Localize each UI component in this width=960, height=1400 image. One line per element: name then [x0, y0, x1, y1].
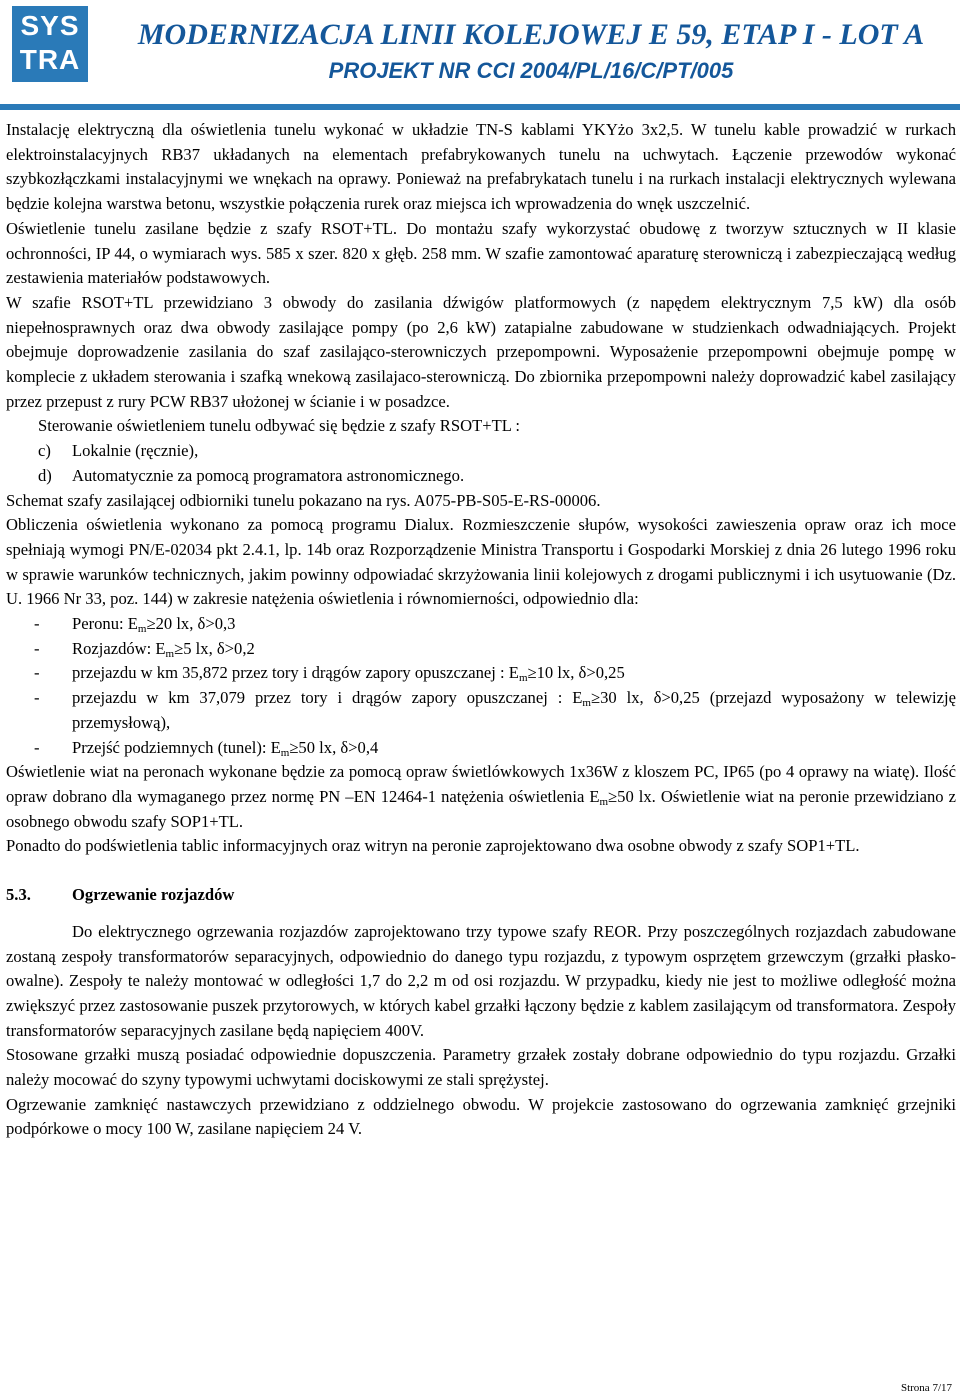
dash-text-sub: m [165, 647, 175, 660]
dash-marker: - [34, 737, 40, 757]
paragraph-calculations: Obliczenia oświetlenia wykonano za pomocą programu Dialux. Rozmieszczenie słupów, wysokości zawieszenia opraw oraz ich moce spełniają wymogi PN/E-02034 pkt 2.4.1, lp. 14b oraz Rozporządzenie Ministra Transportu i Gospodarki Morskiej z dnia 26 lutego 1996 roku w sprawie warunków technicznych, jakim powinny odpowiadać skrzyżowania linii kolejowych z drogami publicznymi i ich usytuowanie (Dz. U. 1966 Nr 33, poz. 144) w zakresie natężenia oświetlenia i równomierności, odpowiednio dla: [6, 515, 956, 609]
paragraph-switch-heating: Do elektrycznego ogrzewania rozjazdów zaprojektowano trzy typowe szafy REOR. Przy poszczególnych rozjazdach zabudowane zostaną zespoły transformatorów separacyjnych, odpowiednio do danego typu rozjazdu, z typowym osprzętem grzewczym (grzałki płasko-owalne). Zespoły te należy montować w odległości 1,7 do 2,2 m od osi rozjazdu. W przypadku, kiedy nie jest to możliwe odległość można zwiększyć przez zastosowanie puszek przytorowych, w których kabel grzałki łączony będzie z kablem zasilającym od transformatora. Zespoły transformatorów separacyjnych zasilane będą napięciem 400V. [6, 921, 956, 1040]
list-marker: d) [38, 465, 52, 485]
p7-pre: Oświetlenie wiat na peronach wykonane będzie za pomocą opraw świetlówkowych 1x36W z kloszem PC, IP65 (po 4 oprawy na wiatę). Ilość opraw dobrano dla wymaganego przez normę PN –EN 12464-1 natężenia oświetlenia E [6, 762, 956, 806]
paragraph-cabinet: Oświetlenie tunelu zasilane będzie z szafy RSOT+TL. Do montażu szafy wykorzystać obudowę z tworzyw sztucznych w II klasie ochronności, IP 44, o wymiarach wys. 585 x szer. 820 x głęb. 258 mm. W szafie zamontować aparaturę sterowniczą i zabezpieczającą według zestawienia materiałów podstawowych. [6, 218, 956, 288]
dash-text-sub: m [582, 697, 591, 710]
section-title: Ogrzewanie rozjazdów [72, 885, 235, 905]
list-item [6, 464, 956, 489]
dash-text-pre: Peronu: E [72, 614, 138, 634]
section-number: 5.3. [6, 885, 31, 905]
section-heading [6, 883, 956, 908]
dash-text-pre: przejazdu w km 37,079 przez tory i drągów zapory opuszczanej : E [72, 688, 583, 708]
list-item [6, 439, 956, 464]
paragraph-heaters: Stosowane grzałki muszą posiadać odpowiednie dopuszczenia. Parametry grzałek zostały dobrane odpowiednio do typu rozjazdu. Grzałki należy mocować do szyny typowymi uchwytami dociskowymi ze stali sprężystej. [6, 1045, 956, 1090]
logo-line-2: TRA [19, 44, 81, 75]
dash-text-sub: m [137, 623, 147, 636]
project-number: PROJEKT NR CCI 2004/PL/16/C/PT/005 [328, 58, 734, 83]
p7-post: ≥50 lx. Oświetlenie wiat na peronie przewidziano z osobnego obwodu szafy SOP1+TL. [6, 786, 956, 831]
dash-text [72, 686, 956, 735]
dash-text-post: ≥20 lx, δ>0,3 [146, 614, 236, 634]
p7-sub: m [599, 795, 609, 808]
paragraph-control: Sterowanie oświetleniem tunelu odbywać się będzie z szafy RSOT+TL : [38, 416, 520, 436]
dash-marker: - [34, 663, 40, 683]
dash-item [6, 637, 956, 662]
list-text: Automatycznie za pomocą programatora astronomicznego. [72, 465, 465, 485]
dash-text-sub: m [280, 746, 290, 759]
dash-text [72, 661, 956, 686]
dash-text-sub: m [518, 672, 528, 685]
dash-item [6, 661, 956, 686]
list-text: Lokalnie (ręcznie), [72, 441, 199, 461]
dash-text-post: ≥30 lx, δ>0,25 (przejazd wyposażony w telewizję przemysłową), [72, 688, 957, 732]
list-marker: c) [38, 441, 51, 461]
dash-text [72, 637, 956, 662]
paragraph-schematic: Schemat szafy zasilającej odbiorniki tunelu pokazano na rys. A075-PB-S05-E-RS-00006. [6, 490, 601, 510]
dash-text-post: ≥5 lx, δ>0,2 [174, 638, 255, 658]
dash-text-pre: przejazdu w km 35,872 przez tory i drągów zapory opuszczanej : E [72, 663, 519, 683]
dash-text-pre: Rozjazdów: E [72, 638, 166, 658]
page-header [0, 0, 960, 112]
systra-logo [12, 6, 88, 82]
header-divider [0, 104, 960, 110]
dash-text-post: ≥50 lx, δ>0,4 [289, 737, 379, 757]
paragraph-circuits: W szafie RSOT+TL przewidziano 3 obwody do zasilania dźwigów platformowych (z napędem elektrycznym 7,5 kW) dla osób niepełnosprawnych oraz dwa obwody zasilające pompy (po 2,6 kW) zatapialne zabudowane w studzienkach odwadniających. Projekt obejmuje doprowadzenie zasilania do szaf zasilająco-sterowniczych przepompowni. Wyposażenie przepompowni obejmuje pompę w komplecie z układem sterowania i szafką wnekową zasilajaco-sterowniczą. Do zbiornika przepompowni należy doprowadzić kabel zasilający przez przepust z rury PCW RB37 ułożonej w ścianie i w posadzce. [6, 292, 956, 411]
document-body [6, 118, 956, 1142]
dash-marker: - [34, 614, 40, 634]
paragraph-platform-shelters [6, 760, 956, 834]
dash-item [6, 686, 956, 735]
dash-item [6, 612, 956, 637]
page-number: Strona 7/17 [900, 1382, 952, 1394]
dash-marker: - [34, 688, 40, 708]
dash-text [72, 736, 956, 761]
paragraph-cabling: Instalację elektryczną dla oświetlenia tunelu wykonać w układzie TN-S kablami YKYżo 3x2,5. W tunelu kable prowadzić w rurkach elektroinstalacyjnych RB37 układanych na elementach prefabrykowanych tunelu na uchwytach. Łączenie przewodów wykonać szybkozłączkami instalacyjnymi we wnękach na oprawy. Ponieważ na prefabrykatach tunelu i na rurkach instalacji elektrycznych wylewana będzie kolejna warstwa betonu, wszystkie połączenia rurek oraz miejsca ich wprowadzenia do wnęk uszczelnić. [6, 120, 956, 214]
dash-marker: - [34, 638, 40, 658]
paragraph-locks-heating: Ogrzewanie zamknięć nastawczych przewidziano z oddzielnego obwodu. W projekcie zastosowano do ogrzewania zamknięć grzejniki podpórkowe o mocy 100 W, zasilane napięciem 24 V. [6, 1094, 956, 1139]
dash-text [72, 612, 956, 637]
logo-line-1: SYS [20, 10, 80, 41]
dash-item [6, 736, 956, 761]
document-title: MODERNIZACJA LINII KOLEJOWEJ E 59, ETAP I - LOT A [137, 18, 925, 51]
dash-text-pre: Przejść podziemnych (tunel): E [72, 737, 281, 757]
paragraph-info-boards: Ponadto do podświetlenia tablic informacyjnych oraz witryn na peronie zaprojektowano dwa osobne obwody z szafy SOP1+TL. [6, 836, 860, 856]
dash-text-post: ≥10 lx, δ>0,25 [527, 663, 625, 683]
